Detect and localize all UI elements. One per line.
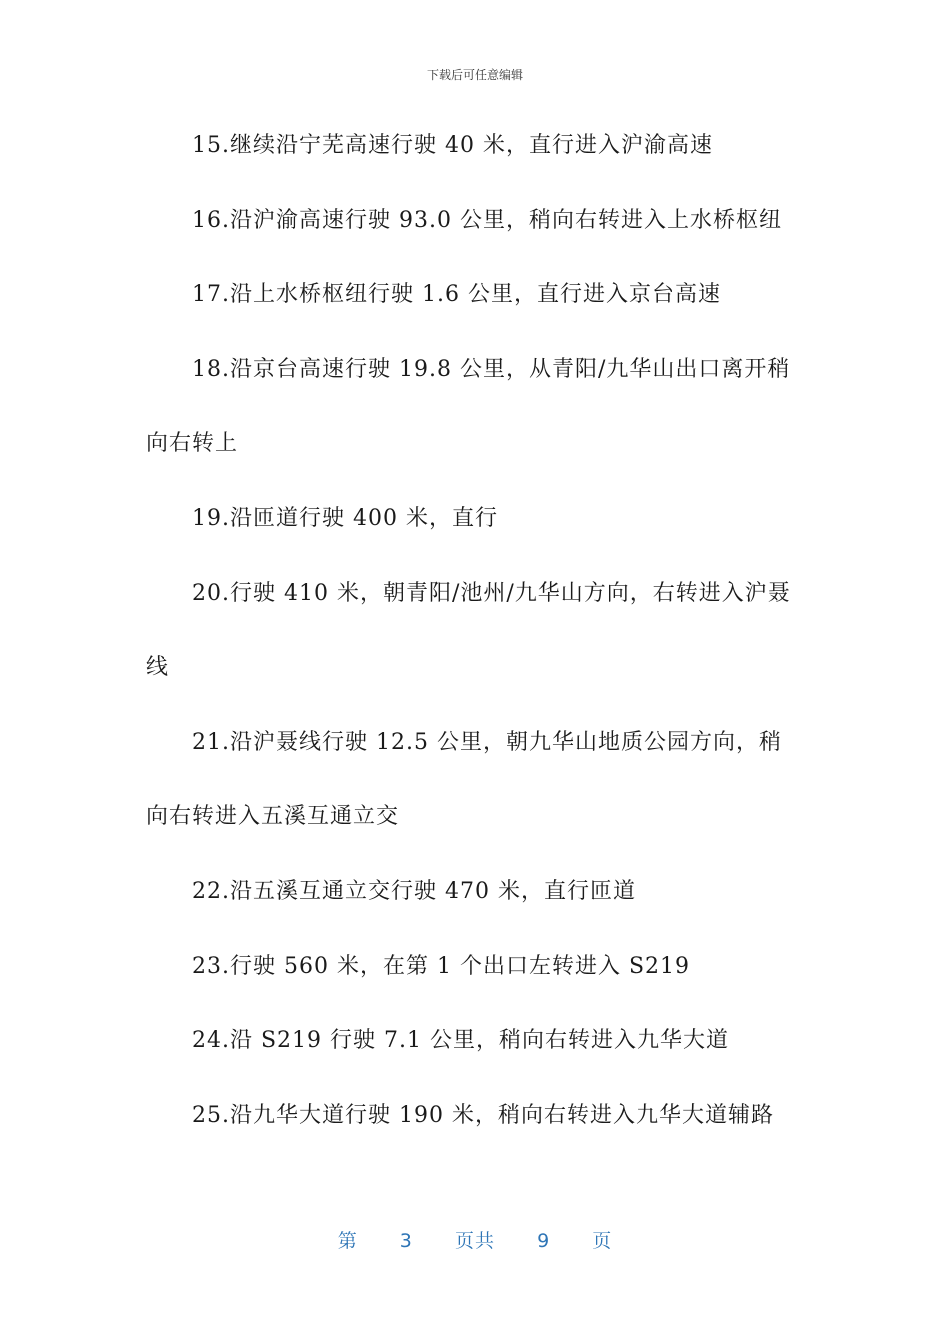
page-suffix: 页 bbox=[592, 1230, 613, 1252]
route-step-19: 19.沿匝道行驶 400 米，直行 bbox=[192, 505, 498, 531]
route-step-18: 18.沿京台高速行驶 19.8 公里，从青阳/九华山出口离开稍 bbox=[192, 356, 791, 382]
page-number-footer bbox=[0, 1226, 950, 1253]
page-mid: 页共 bbox=[454, 1230, 495, 1252]
route-step-24: 24.沿 S219 行驶 7.1 公里，稍向右转进入九华大道 bbox=[192, 1028, 730, 1054]
route-step-21: 21.沿沪聂线行驶 12.5 公里，朝九华山地质公园方向，稍 bbox=[192, 729, 782, 755]
route-step-20-continued: 线 bbox=[146, 655, 170, 681]
route-step-16: 16.沿沪渝高速行驶 93.0 公里，稍向右转进入上水桥枢纽 bbox=[192, 207, 782, 233]
route-step-17: 17.沿上水桥枢纽行驶 1.6 公里，直行进入京台高速 bbox=[192, 282, 721, 308]
header-note: 下载后可任意编辑 bbox=[426, 68, 523, 82]
route-step-25: 25.沿九华大道行驶 190 米，稍向右转进入九华大道辅路 bbox=[192, 1102, 774, 1128]
route-step-20: 20.行驶 410 米，朝青阳/池州/九华山方向，右转进入沪聂 bbox=[192, 580, 791, 606]
document-body bbox=[146, 126, 816, 1170]
page-total: 9 bbox=[537, 1230, 551, 1252]
route-step-18-continued: 向右转上 bbox=[146, 431, 239, 457]
route-step-15: 15.继续沿宁芜高速行驶 40 米，直行进入沪渝高速 bbox=[192, 133, 713, 158]
page-prefix: 第 bbox=[337, 1230, 358, 1252]
page-current: 3 bbox=[399, 1230, 413, 1252]
route-step-23: 23.行驶 560 米，在第 1 个出口左转进入 S219 bbox=[192, 953, 691, 979]
route-step-21-continued: 向右转进入五溪互通立交 bbox=[146, 804, 400, 830]
route-step-22: 22.沿五溪互通立交行驶 470 米，直行匝道 bbox=[192, 878, 636, 904]
